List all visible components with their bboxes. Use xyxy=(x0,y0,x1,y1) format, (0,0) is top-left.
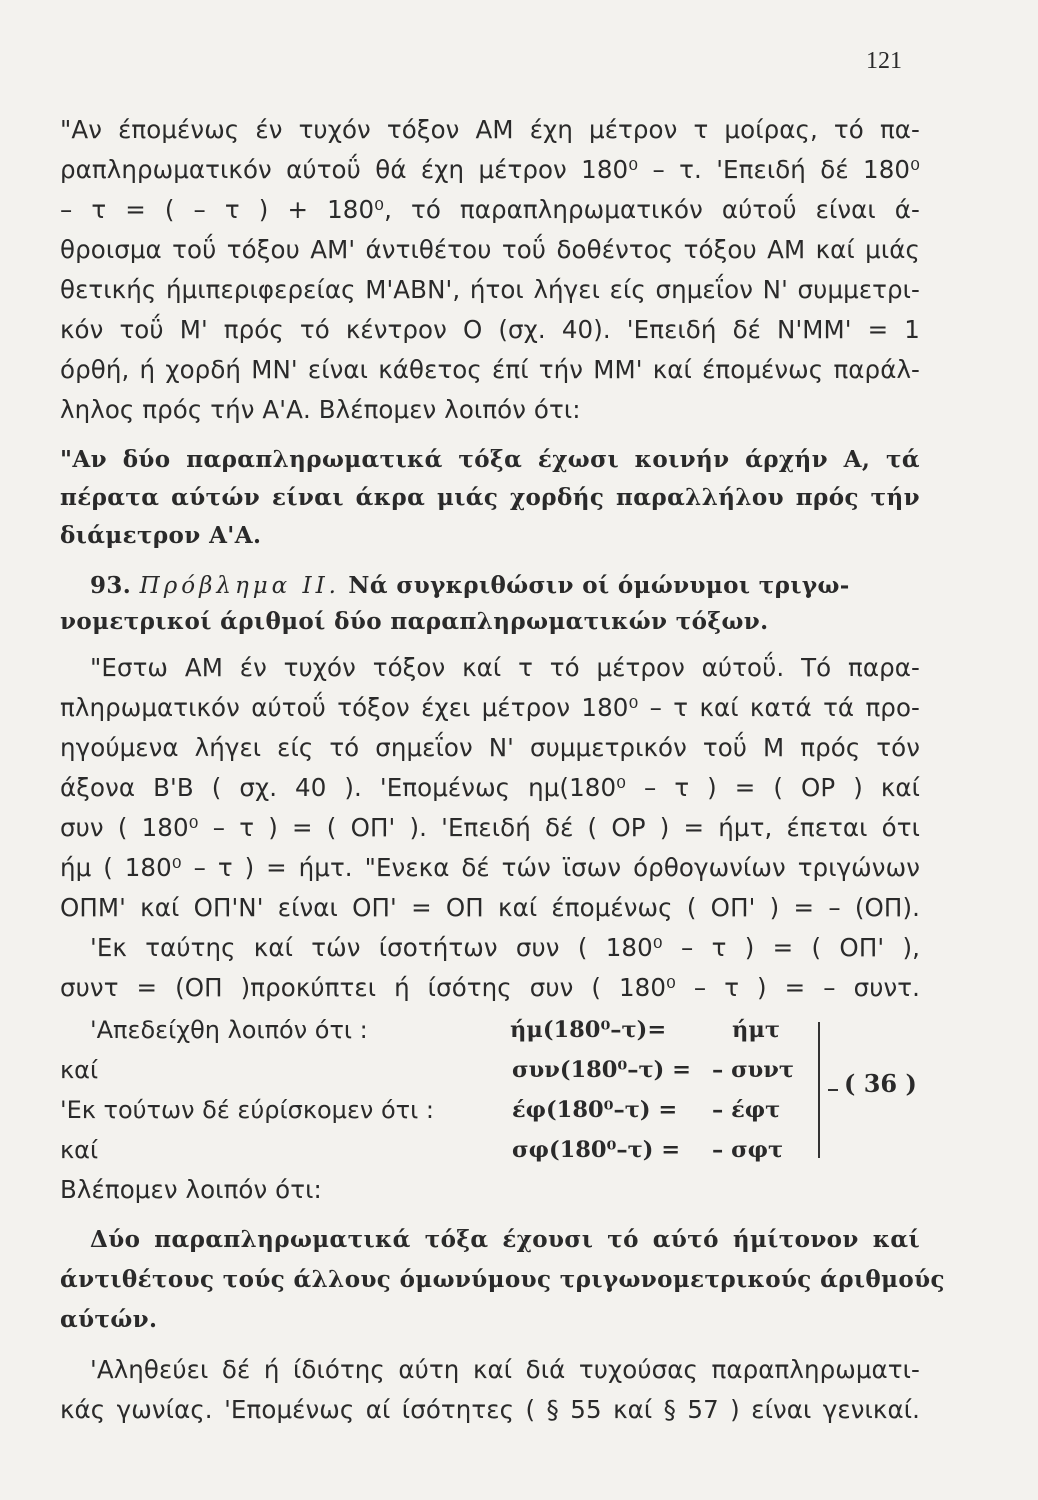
equation-tag: ( 36 ) xyxy=(844,1069,917,1098)
formula-rhs: – σφτ xyxy=(712,1137,784,1163)
theorem-line: διάμετρον Α'Α. xyxy=(60,522,262,549)
text-line: ΟΠΜ' καί ΟΠ'Ν' είναι ΟΠ' = ΟΠ καί έπομένως ( ΟΠ' ) = – (ΟΠ). xyxy=(60,893,920,922)
formula-lhs: συν(180⁰–τ) = xyxy=(512,1057,692,1083)
formula-intro: καί xyxy=(60,1136,99,1164)
formula-lhs: σφ(180⁰–τ) = xyxy=(512,1137,681,1163)
problem-heading xyxy=(90,568,920,604)
text-line: κόν τοΰ Μ' πρός τό κέντρον Ο (σχ. 40). 'Επειδή δέ Ν'ΜΜ' = 1 xyxy=(60,315,920,344)
formula-lhs: ήμ(180⁰–τ)= xyxy=(510,1017,667,1043)
text-line: άξονα Β'Β ( σχ. 40 ). 'Επομένως ημ(180⁰ – τ ) = ( ΟΡ ) καί xyxy=(60,773,920,802)
problem-heading-line2: νομετρικοί άριθμοί δύο παραπληρωματικών τόξων. xyxy=(60,608,769,635)
theorem-line: "Αν δύο παραπληρωματικά τόξα έχωσι κοινήν άρχήν Α, τά xyxy=(60,446,920,473)
text-line: "Αν έπομένως έν τυχόν τόξον ΑΜ έχη μέτρον τ μοίρας, τό πα- xyxy=(60,115,920,144)
page-number: 121 xyxy=(866,48,902,74)
text-line: ηγούμενα λήγει είς τό σημεΐον Ν' συμμετρικόν τοΰ Μ πρός τόν xyxy=(60,733,920,762)
formula-rhs: – συντ xyxy=(712,1057,795,1083)
text-line: ήμ ( 180⁰ – τ ) = ήμτ. "Ενεκα δέ τών ϊσων όρθογωνίων τριγώνων xyxy=(60,853,920,882)
problem-number: 93. xyxy=(90,572,132,599)
text-line: κάς γωνίας. 'Επομένως αί ίσότητες ( § 55 καί § 57 ) είναι γενικαί. xyxy=(60,1395,920,1424)
brace-tip xyxy=(828,1089,838,1091)
text-line: όρθή, ή χορδή ΜΝ' είναι κάθετος έπί τήν ΜΜ' καί έπομένως παράλ- xyxy=(60,355,920,384)
text-line: "Εστω ΑΜ έν τυχόν τόξον καί τ τό μέτρον αύτοΰ. Τό παρα- xyxy=(90,653,920,682)
problem-text: Νά συγκριθώσιν οί όμώνυμοι τριγω- xyxy=(348,572,850,599)
theorem-line: Δύο παραπληρωματικά τόξα έχουσι τό αύτό ήμίτονον καί xyxy=(90,1226,920,1253)
text-line: συν ( 180⁰ – τ ) = ( ΟΠ' ). 'Επειδή δέ ( ΟΡ ) = ήμτ, έπεται ότι xyxy=(60,813,920,842)
formula-lhs: έφ(180⁰–τ) = xyxy=(512,1097,678,1123)
formula-rhs: ήμτ xyxy=(732,1017,780,1043)
text-line: θροισμα τοΰ τόξου ΑΜ' άντιθέτου τοΰ δοθέντος τόξου ΑΜ καί μιάς xyxy=(60,235,920,264)
text-line: θετικής ήμιπεριφερείας Μ'ΑΒΝ', ήτοι λήγει είς σημεΐον Ν' συμμετρι- xyxy=(60,275,920,304)
formula-intro: 'Εκ τούτων δέ εύρίσκομεν ότι : xyxy=(60,1096,434,1124)
formula-intro: 'Απεδείχθη λοιπόν ότι : xyxy=(90,1016,368,1044)
problem-label: Πρόβλημα ΙΙ. xyxy=(139,573,340,599)
text-line: πληρωματικόν αύτοΰ τόξον έχει μέτρον 180⁰ – τ καί κατά τά προ- xyxy=(60,693,920,722)
text-line: ραπληρωματικόν αύτοΰ θά έχη μέτρον 180⁰ – τ. 'Επειδή δέ 180⁰ xyxy=(60,155,920,184)
text-line: συντ = (ΟΠ )προκύπτει ή ίσότης συν ( 180⁰ – τ ) = – συντ. xyxy=(60,973,920,1002)
text-line: – τ = ( – τ ) + 180⁰, τό παραπληρωματικόν αύτοΰ είναι ά- xyxy=(60,195,920,224)
formula-intro: καί xyxy=(60,1056,99,1084)
text-line: ληλος πρός τήν Α'Α. Βλέπομεν λοιπόν ότι: xyxy=(60,395,581,424)
theorem-line: αύτών. xyxy=(60,1306,158,1333)
theorem-line: πέρατα αύτών είναι άκρα μιάς χορδής παραλλήλου πρός τήν xyxy=(60,484,920,511)
formula-rhs: – έφτ xyxy=(712,1097,781,1123)
text-line: Βλέπομεν λοιπόν ότι: xyxy=(60,1175,322,1204)
text-line: 'Αληθεύει δέ ή ίδιότης αύτη καί διά τυχούσας παραπληρωματι- xyxy=(90,1355,920,1384)
theorem-line: άντιθέτους τούς άλλους όμωνύμους τριγωνομετρικούς άριθμούς xyxy=(60,1266,945,1293)
text-line: 'Εκ ταύτης καί τών ίσοτήτων συν ( 180⁰ – τ ) = ( ΟΠ' ), xyxy=(90,933,920,962)
